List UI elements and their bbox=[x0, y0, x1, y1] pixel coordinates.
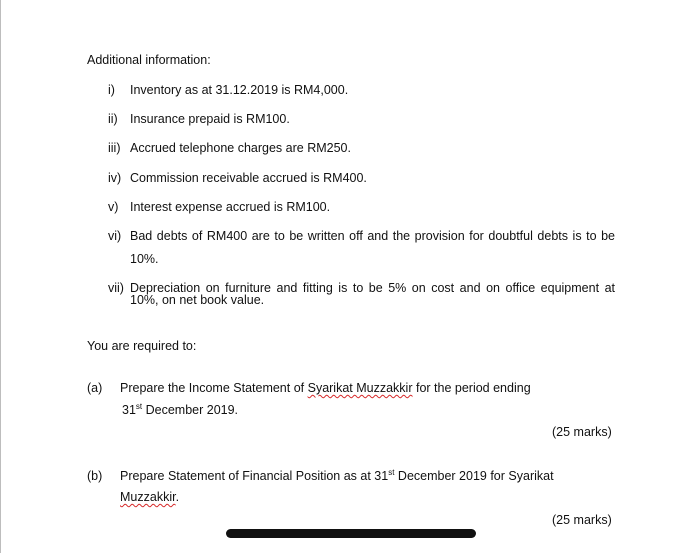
question-text-part: Prepare Statement of Financial Position as at 31 bbox=[120, 469, 389, 483]
question-text-part: Prepare the Income Statement of bbox=[120, 381, 308, 395]
section-heading: Additional information: bbox=[87, 53, 211, 67]
item-number: vii) bbox=[108, 281, 124, 295]
item-text-continued: 10%, on net book value. bbox=[130, 293, 265, 307]
question-text-part: for the period ending bbox=[412, 381, 531, 395]
item-number: ii) bbox=[108, 112, 118, 126]
home-indicator-bar[interactable] bbox=[226, 529, 476, 538]
page-edge bbox=[0, 0, 1, 553]
instructions-heading: You are required to: bbox=[87, 339, 197, 353]
question-text-part: December 2019 for Syarikat bbox=[394, 469, 554, 483]
marks-label: (25 marks) bbox=[552, 513, 612, 527]
item-text: Interest expense accrued is RM100. bbox=[130, 200, 331, 214]
item-number: v) bbox=[108, 200, 119, 214]
company-name: Muzzakkir bbox=[120, 490, 176, 504]
ordinal-suffix: st bbox=[388, 468, 395, 477]
question-label: (b) bbox=[87, 469, 103, 483]
marks-label: (25 marks) bbox=[552, 425, 612, 439]
ordinal-suffix: st bbox=[135, 402, 143, 411]
item-number: iii) bbox=[108, 141, 121, 155]
item-number: iv) bbox=[108, 171, 122, 185]
question-text-part: . bbox=[175, 490, 180, 504]
date-day: 31 bbox=[122, 403, 136, 417]
question-text-part: December 2019. bbox=[142, 403, 239, 417]
item-text-continued: 10%. bbox=[130, 252, 159, 266]
item-text: Commission receivable accrued is RM400. bbox=[130, 171, 367, 185]
item-text: Accrued telephone charges are RM250. bbox=[130, 141, 351, 155]
question-text-continued bbox=[120, 489, 179, 505]
question-label: (a) bbox=[87, 381, 103, 395]
item-number: i) bbox=[108, 83, 115, 97]
item-text: Insurance prepaid is RM100. bbox=[130, 112, 290, 126]
item-text: Bad debts of RM400 are to be written off and the provision for doubtful debts is to be bbox=[130, 229, 615, 243]
item-text: Inventory as at 31.12.2019 is RM4,000. bbox=[130, 83, 349, 97]
question-text bbox=[120, 380, 531, 396]
company-name: Syarikat Muzzakkir bbox=[307, 381, 413, 395]
item-number: vi) bbox=[108, 229, 122, 243]
question-text bbox=[120, 468, 554, 484]
question-text-continued bbox=[122, 402, 238, 418]
item-text: Depreciation on furniture and fitting is to be 5% on cost and on office equipment at bbox=[130, 281, 615, 295]
